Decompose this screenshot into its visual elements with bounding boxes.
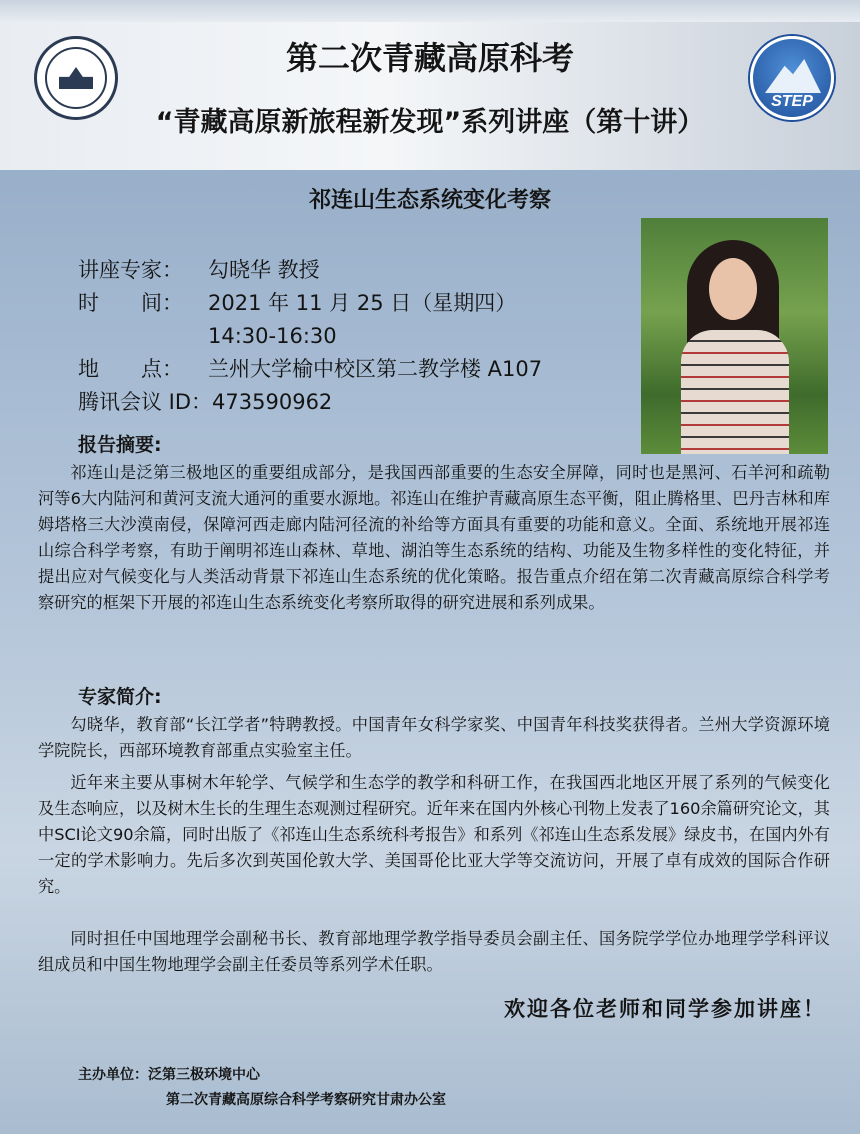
place-value: 兰州大学榆中校区第二教学楼 A107 <box>208 357 543 381</box>
meeting-row <box>78 386 542 419</box>
poster-title: 第二次青藏高原科考 <box>285 39 574 77</box>
hours-value: 14:30-16:30 <box>208 324 337 348</box>
organizer-label: 主办单位： <box>78 1067 148 1083</box>
meeting-id: 473590962 <box>212 390 333 414</box>
series-subtitle: “青藏高原新旅程新发现”系列讲座（第十讲） <box>155 107 705 138</box>
bio-paragraph-2: 近年来主要从事树木年轮学、气候学和生态学的教学和科研工作，在我国西北地区开展了系列的气候变化及生态响应，以及树木生长的生理生态观测过程研究。近年来在国内外核心刊物上发表了160余篇研究论文，其中SCI论文90余篇，同时出版了《祁连山生态系统科考报告》和系列《祁连山生态系发展》绿皮书，在国内外有一定的学术影响力。先后多次到英国伦敦大学、美国哥伦比亚大学等交流访问，开展了卓有成效的国际合作研究。 <box>38 773 830 896</box>
hours-row <box>78 320 542 353</box>
top-strip <box>0 0 860 22</box>
time-label: 时 间： <box>78 291 183 315</box>
meeting-label: 腾讯会议 ID： <box>78 390 213 414</box>
organizer-1: 泛第三极环境中心 <box>148 1067 260 1083</box>
speaker-row <box>78 254 542 287</box>
bio-paragraph-1: 勾晓华，教育部“长江学者”特聘教授。中国青年女科学家奖、中国青年科技奖获得者。兰州大学资源环境学院院长，西部环境教育部重点实验室主任。 <box>38 715 830 760</box>
speaker-photo <box>641 218 828 454</box>
organizer-2: 第二次青藏高原综合科学考察研究甘肃办公室 <box>166 1092 446 1108</box>
step-program-logo-icon: STEP <box>750 36 834 120</box>
speaker-label: 讲座专家： <box>78 258 183 282</box>
date-value: 2021 年 11 月 25 日（星期四） <box>208 291 517 315</box>
lecture-title: 祁连山生态系统变化考察 <box>308 188 551 213</box>
abstract-heading: 报告摘要: <box>78 434 162 456</box>
place-label: 地 点： <box>78 357 183 381</box>
bio-paragraph-3: 同时担任中国地理学会副秘书长、教育部地理学教学指导委员会副主任、国务院学学位办地理学学科评议组成员和中国生物地理学会副主任委员等系列学术任职。 <box>38 929 830 974</box>
organizer-line-1 <box>78 1064 260 1084</box>
place-row <box>78 353 542 386</box>
abstract-text: 祁连山是泛第三极地区的重要组成部分，是我国西部重要的生态安全屏障，同时也是黑河、石羊河和疏勒河等6大内陆河和黄河支流大通河的重要水源地。祁连山在维护青藏高原生态平衡，阻止腾格里、巴丹吉林和库姆塔格三大沙漠南侵，保障河西走廊内陆河径流的补给等方面具有重要的功能和意义。全面、系统地开展祁连山综合科学考察，有助于阐明祁连山森林、草地、湖泊等生态系统的结构、功能及生物多样性的变化特征，并提出应对气候变化与人类活动背景下祁连山生态系统的优化策略。报告重点介绍在第二次青藏高原综合科学考察研究的框架下开展的祁连山生态系统变化考察所取得的研究进展和系列成果。 <box>38 463 830 612</box>
welcome-message: 欢迎各位老师和同学参加讲座！ <box>504 997 826 1021</box>
time-row <box>78 287 542 320</box>
bio-heading: 专家简介: <box>78 686 162 708</box>
speaker-value: 勾晓华 教授 <box>208 258 320 282</box>
lecture-info <box>78 254 542 419</box>
